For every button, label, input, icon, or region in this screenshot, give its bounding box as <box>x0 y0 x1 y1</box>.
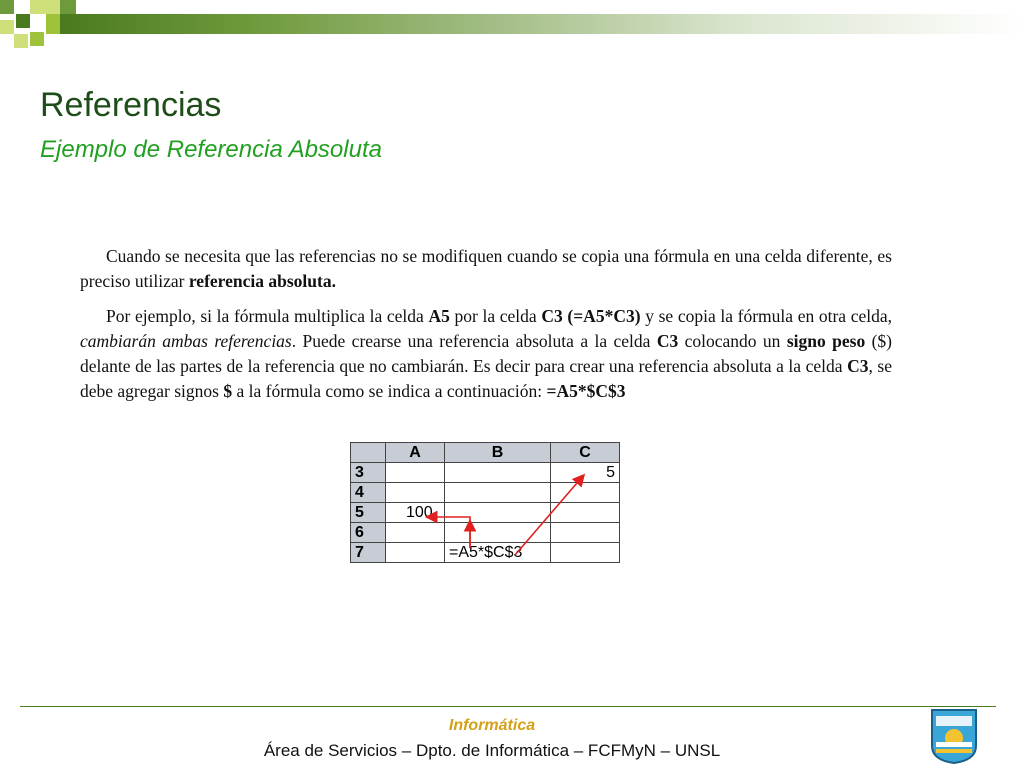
cell <box>386 463 445 483</box>
slide-subtitle: Ejemplo de Referencia Absoluta <box>40 136 382 163</box>
university-shield-logo <box>930 708 978 764</box>
formula-text: =A5*$C$3 <box>546 381 626 401</box>
cell <box>551 503 620 523</box>
table-row <box>351 463 620 483</box>
cell-c3: 5 <box>551 463 620 483</box>
header-decoration <box>0 0 1024 48</box>
text-span: colocando un <box>678 331 787 351</box>
text-span: , se debe agregar signos <box>80 356 893 401</box>
text-span: Por ejemplo, si la fórmula multiplica la celda <box>106 306 429 326</box>
footer-divider <box>20 706 996 707</box>
corner-cell <box>351 443 386 463</box>
bold-text: C3 <box>656 331 679 351</box>
row-header: 5 <box>351 503 386 523</box>
text-span: por la celda <box>449 306 542 326</box>
table-row <box>351 503 620 523</box>
cell <box>386 523 445 543</box>
row-header: 6 <box>351 523 386 543</box>
text-span: ($) delante de las partes de la referencia que no cambiarán. Es decir para crear una referencia absoluta a la celda <box>80 331 893 376</box>
bold-text: A5 <box>428 306 450 326</box>
cell-b7: =A5*$C$3 <box>445 543 551 563</box>
paragraph-1 <box>80 244 892 294</box>
bold-text: C3 (=A5*C3) <box>541 306 641 326</box>
slide-title: Referencias <box>40 86 222 124</box>
row-header: 3 <box>351 463 386 483</box>
text-span: y se copia la fórmula en otra celda, <box>640 306 893 326</box>
table-row <box>351 523 620 543</box>
text-span: a la fórmula como se indica a continuación: <box>232 381 547 401</box>
cell <box>445 523 551 543</box>
text-span: Cuando se necesita que las referencias no se modifiquen cuando se copia una fórmula en una celda diferente, es preciso utilizar <box>80 246 892 291</box>
cell-a5: 100 <box>386 503 445 523</box>
italic-text: cambiarán ambas referencias <box>80 331 292 351</box>
decor-square <box>16 14 30 28</box>
decor-square <box>60 0 76 14</box>
decor-square <box>0 0 14 14</box>
header-gradient-bar <box>60 14 1024 34</box>
cell <box>551 523 620 543</box>
row-header: 7 <box>351 543 386 563</box>
decor-square <box>30 0 60 14</box>
column-header-c: C <box>551 443 620 463</box>
spreadsheet-example <box>350 442 620 576</box>
row-header: 4 <box>351 483 386 503</box>
table-row <box>351 483 620 503</box>
decor-square <box>14 34 28 48</box>
cell <box>445 463 551 483</box>
cell <box>445 503 551 523</box>
decor-square <box>30 32 44 46</box>
cell <box>445 483 551 503</box>
table-row <box>351 543 620 563</box>
bold-text: signo peso <box>786 331 866 351</box>
decor-square <box>46 14 60 34</box>
column-header-a: A <box>386 443 445 463</box>
cell <box>386 543 445 563</box>
column-header-b: B <box>445 443 551 463</box>
decor-square <box>0 20 14 34</box>
bold-text: referencia absoluta. <box>188 271 336 291</box>
cell <box>386 483 445 503</box>
cell <box>551 483 620 503</box>
paragraph-2 <box>80 304 892 404</box>
footer-title: Informática <box>448 717 536 734</box>
explanation-text <box>80 244 892 414</box>
bold-text: C3 <box>847 356 869 376</box>
cell <box>551 543 620 563</box>
text-span: . Puede crearse una referencia absoluta a la celda <box>291 331 657 351</box>
column-header-row <box>351 443 620 463</box>
bold-text: $ <box>223 381 233 401</box>
spreadsheet-table <box>350 442 620 563</box>
footer-subtitle: Área de Servicios – Dpto. de Informática – FCFMyN – UNSL <box>263 741 721 760</box>
